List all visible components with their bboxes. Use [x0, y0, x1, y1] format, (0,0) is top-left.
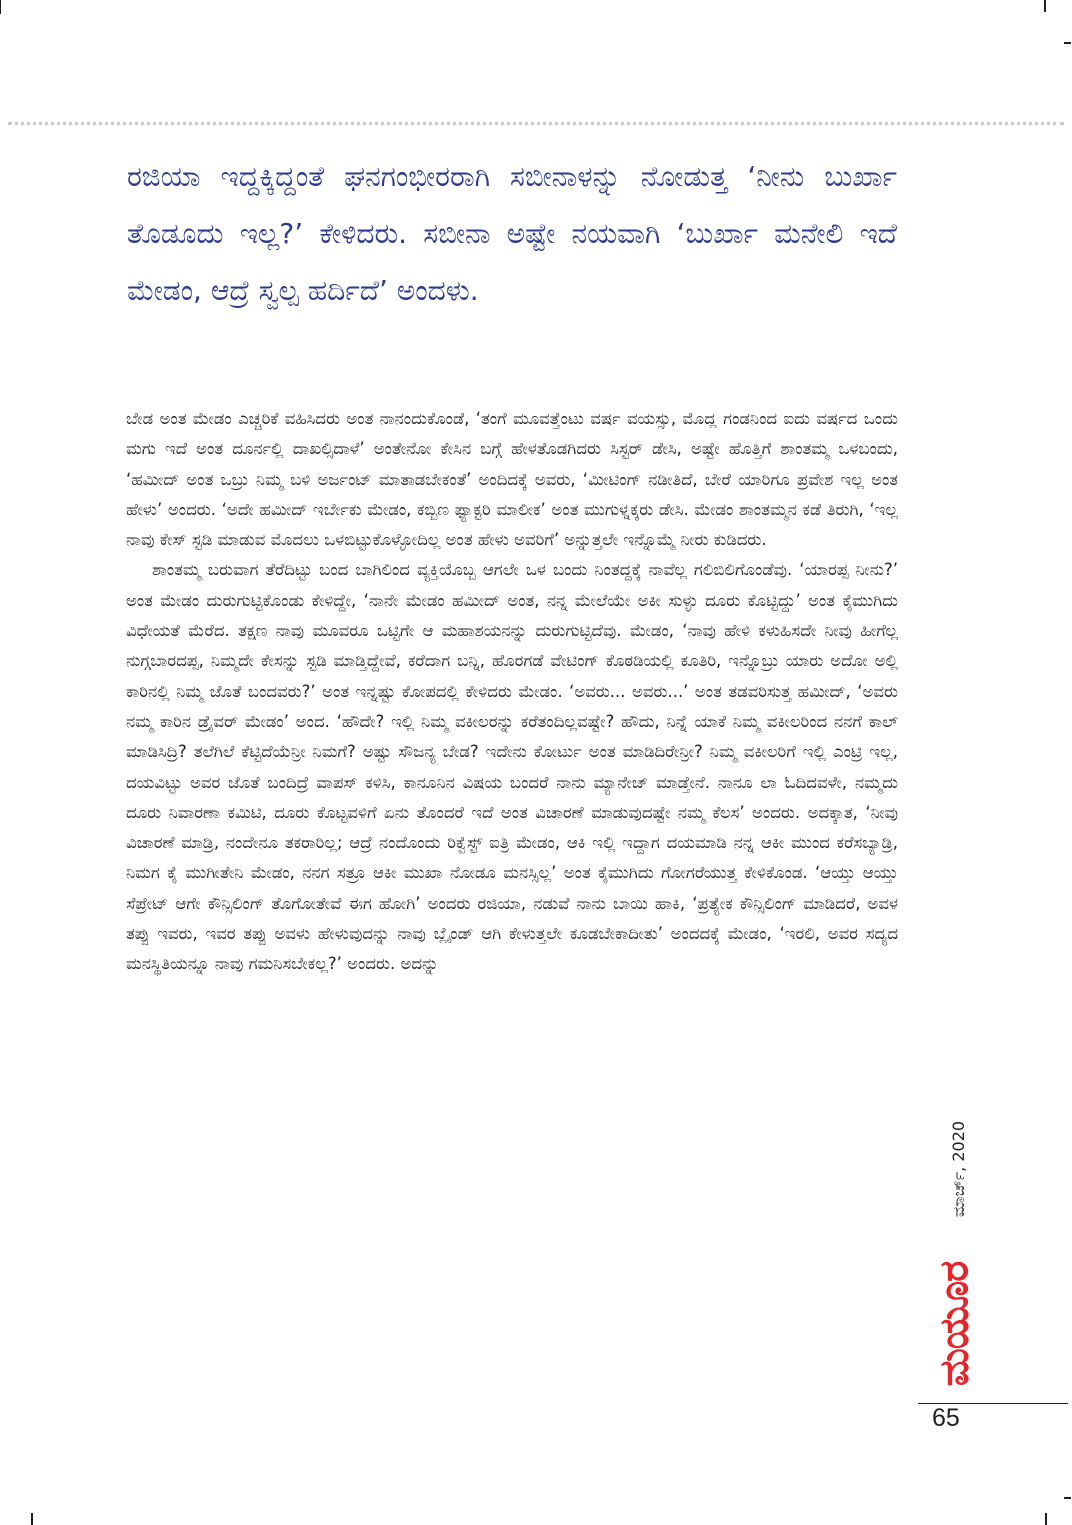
crop-mark — [1044, 0, 1046, 12]
issue-date-text: ಮಾರ್ಚ್, 2020 — [949, 1120, 968, 1218]
body-paragraph: ಶಾಂತಮ್ಮ ಬರುವಾಗ ತೆರೆದಿಟ್ಟು ಬಂದ ಬಾಗಿಲಿಂದ ವ್ಯಕ್ತಿಯೊಬ್ಬ ಆಗಲೇ ಒಳ ಬಂದು ನಿಂತದ್ದಕ್ಕೆ ನಾವೆಲ್ಲ ಗಲಿಬಿಲಿಗೊಂಡೆವು. ‘ಯಾರಪ್ಪ ನೀನು?’ ಅಂತ ಮೇಡಂ ದುರುಗುಟ್ಟಿಕೊಂಡು ಕೇಳಿದ್ದೇ, ‘ನಾನೇ ಮೇಡಂ ಹಮೀದ್ ಅಂತ, ನನ್ನ ಮೇಲೆಯೇ ಅಕೀ ಸುಳ್ಳು ದೂರು ಕೊಟ್ಟಿದ್ದು’ ಅಂತ ಕೈಮುಗಿದು ವಿಧೇಯತೆ ಮೆರೆದ. ತಕ್ಷಣ ನಾವು ಮೂವರೂ ಒಟ್ಟಿಗೇ ಆ ಮಹಾಶಯನನ್ನು ದುರುಗುಟ್ಟಿದೆವು. ಮೇಡಂ, ‘ನಾವು ಹೇಳಿ ಕಳುಹಿಸದೇ ನೀವು ಹೀಗೆಲ್ಲ ನುಗ್ಗಬಾರದಪ್ಪ, ನಿಮ್ಮದೇ ಕೇಸನ್ನು ಸ್ಟಡಿ ಮಾಡ್ತಿದ್ದೇವೆ, ಕರೆದಾಗ ಬನ್ನಿ, ಹೊರಗಡೆ ವೇಟಿಂಗ್ ಕೊಠಡಿಯಲ್ಲಿ ಕೂತಿರಿ, ಇನ್ನೊಬ್ರು ಯಾರು ಅದೋ ಅಲ್ಲಿ ಕಾರಿನಲ್ಲಿ ನಿಮ್ಮ ಜೊತೆ ಬಂದವರು?’ ಅಂತ ಇನ್ನಷ್ಟು ಕೋಪದಲ್ಲಿ ಕೇಳಿದರು ಮೇಡಂ. ‘ಅವರು... ಅವರು...’ ಅಂತ ತಡವರಿಸುತ್ತ ಹಮೀದ್, ‘ಅವರು ನಮ್ಮ ಕಾರಿನ ಡ್ರೈವರ್ ಮೇಡಂ’ ಅಂದ. ‘ಹೌದೇ? ಇಲ್ಲಿ ನಿಮ್ಮ ವಕೀಲರನ್ನು ಕರೆತಂದಿಲ್ಲವಷ್ಟೇ? ಹೌದು, ನಿನ್ನೆ ಯಾಕೆ ನಿಮ್ಮ ವಕೀಲರಿಂದ ನನಗೆ ಕಾಲ್ ಮಾಡಿಸಿದ್ರಿ? ತಲೆಗಿಲೆ ಕೆಟ್ಟಿದೆಯೆನ್ರೀ ನಿಮಗೆ? ಅಷ್ಟು ಸೌಜನ್ಯ ಬೇಡ? ಇದೇನು ಕೋರ್ಟು ಅಂತ ಮಾಡಿದಿರೇನ್ರೀ? ನಿಮ್ಮ ವಕೀಲರಿಗೆ ಇಲ್ಲಿ ಎಂಟ್ರಿ ಇಲ್ಲ, ದಯವಿಟ್ಟು ಅವರ ಜೊತೆ ಬಂದಿದ್ರೆ ವಾಪಸ್ ಕಳಿಸಿ, ಕಾನೂನಿನ ವಿಷಯ ಬಂದರೆ ನಾನು ಮ್ಯಾನೇಜ್ ಮಾಡ್ತೇನೆ. ನಾನೂ ಲಾ ಓದಿದವಳೇ, ನಮ್ಮದು ದೂರು ನಿವಾರಣಾ ಕಮಿಟಿ, ದೂರು ಕೊಟ್ಟವಳಿಗೆ ಏನು ತೊಂದರೆ ಇದೆ ಅಂತ ವಿಚಾರಣೆ ಮಾಡುವುದಷ್ಟೇ ನಮ್ಮ ಕೆಲಸ’ ಅಂದರು. ಅದಕ್ಕಾತ, ‘ನೀವು ವಿಚಾರಣೆ ಮಾಡ್ರಿ, ನಂದೇನೂ ತಕರಾರಿಲ್ಲ; ಆದ್ರೆ ನಂದೊಂದು ರಿಕ್ವೆಸ್ಟ್ ಐತ್ರಿ ಮೇಡಂ, ಆಕಿ ಇಲ್ಲಿ ಇದ್ದಾಗ ದಯಮಾಡಿ ನನ್ನ ಆಕೀ ಮುಂದ ಕರೆಸಬ್ಯಾಡ್ರಿ, ನಿಮಗ ಕೈ ಮುಗೀತೇನಿ ಮೇಡಂ, ನನಗ ಸತ್ರೂ ಆಕೀ ಮುಖಾ ನೋಡೂ ಮನಸ್ಸಿಲ್ಲ’ ಅಂತ ಕೈಮುಗಿದು ಗೋಗರೆಯುತ್ತ ಕೇಳಿಕೊಂಡ. ‘ಆಯ್ತು ಆಯ್ತು ಸೆಪ್ರೇಟ್ ಆಗೇ ಕೌನ್ಸಿಲಿಂಗ್ ತೊಗೋತೇವೆ ಈಗ ಹೋಗಿ’ ಅಂದರು ರಜಿಯಾ, ನಡುವೆ ನಾನು ಬಾಯಿ ಹಾಕಿ, ‘ಪ್ರತ್ಯೇಕ ಕೌನ್ಸಿಲಿಂಗ್ ಮಾಡಿದರೆ, ಅವಳ ತಪ್ಪು ಇವರು, ಇವರ ತಪ್ಪು ಅವಳು ಹೇಳುವುದನ್ನು ನಾವು ಬ್ಲೈಂಡ್ ಆಗಿ ಕೇಳುತ್ತಲೇ ಕೂಡಬೇಕಾದೀತು’ ಅಂದದಕ್ಕೆ ಮೇಡಂ, ‘ಇರಲಿ, ಅವರ ಸದ್ಯದ ಮನಸ್ಥಿತಿಯನ್ನೂ ನಾವು ಗಮನಿಸಬೇಕಲ್ಲ?’ ಅಂದರು. ಅದನ್ನು — [126, 560, 898, 974]
crop-mark — [31, 1513, 33, 1525]
page-number: 65 — [932, 1404, 960, 1432]
body-paragraph: ಬೇಡ ಅಂತ ಮೇಡಂ ಎಚ್ಚರಿಕೆ ವಹಿಸಿದರು ಅಂತ ನಾನಂದುಕೊಂಡೆ, ‘ತಂಗೆ ಮೂವತ್ತೆಂಟು ವರ್ಷ ವಯಸ್ಸು, ಮೊದ್ಲ ಗಂಡನಿಂದ ಐದು ವರ್ಷದ ಒಂದು ಮಗು ಇದೆ ಅಂತ ದೂರ್ನಲ್ಲಿ ದಾಖಲ್ಸಿದಾಳೆ’ ಅಂತೇನೋ ಕೇಸಿನ ಬಗ್ಗೆ ಹೇಳತೊಡಗಿದರು ಸಿಸ್ಟರ್ ಡೇಸಿ, ಅಷ್ಟೇ ಹೊತ್ತಿಗೆ ಶಾಂತಮ್ಮ ಒಳಬಂದು, ‘ಹಮೀದ್ ಅಂತ ಒಬ್ರು ನಿಮ್ಮ ಬಳಿ ಅರ್ಜಂಟ್ ಮಾತಾಡಬೇಕಂತೆ’ ಅಂದಿದಕ್ಕೆ ಅವರು, ‘ಮೀಟಿಂಗ್ ನಡೀತಿದೆ, ಬೇರೆ ಯಾರಿಗೂ ಪ್ರವೇಶ ಇಲ್ಲ ಅಂತ ಹೇಳು’ ಅಂದರು. ‘ಅದೇ ಹಮೀದ್ ಇರ್ಬೇಕು ಮೇಡಂ, ಕಬ್ಬಿಣ ಫ್ಯಾಕ್ಟರಿ ಮಾಲೀಕ’ ಅಂತ ಮುಗುಳ್ನಕ್ಕರು ಡೇಸಿ. ಮೇಡಂ ಶಾಂತಮ್ಮನ ಕಡೆ ತಿರುಗಿ, ‘ಇಲ್ಲ ನಾವು ಕೇಸ್ ಸ್ಟಡಿ ಮಾಡುವ ಮೊದಲು ಒಳಬಿಟ್ಟುಕೊಳ್ಳೋದಿಲ್ಲ ಅಂತ ಹೇಳು ಅವರಿಗೆ’ ಅನ್ನುತ್ತಲೇ ಇನ್ನೊಮ್ಮೆ ನೀರು ಕುಡಿದರು. — [126, 409, 898, 550]
crop-mark — [1045, 1513, 1047, 1525]
pull-quote: ರಜಿಯಾ ಇದ್ದಕ್ಕಿದ್ದಂತೆ ಘನಗಂಭೀರರಾಗಿ ಸಬೀನಾಳನ್ನು ನೋಡುತ್ತ ‘ನೀನು ಬುರ್ಖಾ ತೊಡೂದು ಇಲ್ಲ?’ ಕೇಳಿದರು. ಸಬೀನಾ ಅಷ್ಟೇ ನಯವಾಗಿ ‘ಬುರ್ಖಾ ಮನೇಲಿ ಇದೆ ಮೇಡಂ, ಆದ್ರೆ ಸ್ವಲ್ಪ ಹರ್ದಿದೆ’ ಅಂದಳು. — [127, 160, 897, 307]
issue-date — [948, 1094, 970, 1244]
article-body — [126, 404, 898, 980]
crop-mark — [0, 0, 1, 14]
magazine-logo-text: ಮಯೂರ — [931, 1261, 977, 1387]
dotted-divider — [8, 122, 1064, 125]
magazine-logo — [930, 1254, 978, 1394]
crop-mark — [1064, 42, 1071, 44]
crop-mark — [1064, 1497, 1071, 1499]
